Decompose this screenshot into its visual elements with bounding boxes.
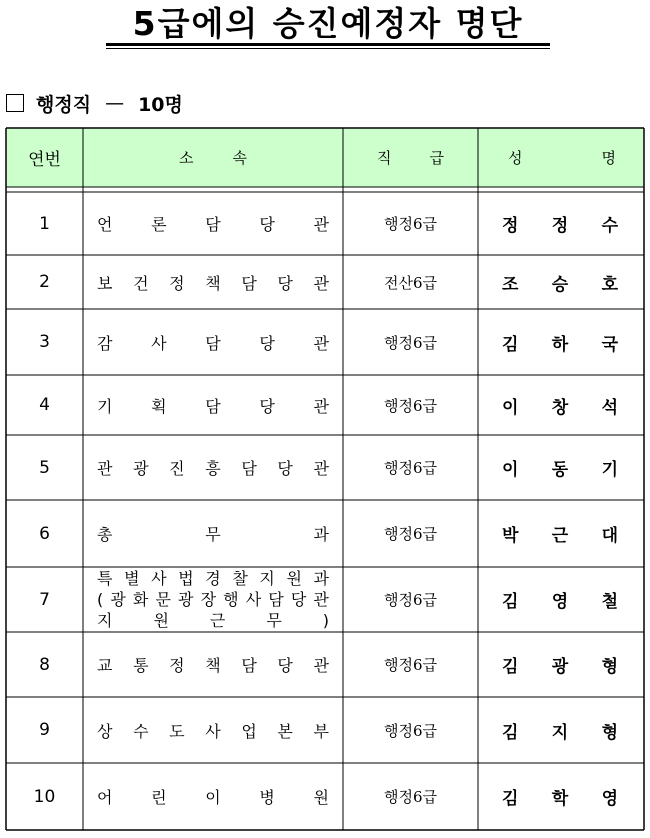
glyph: 기 <box>601 460 618 480</box>
glyph: 국 <box>601 334 618 355</box>
glyph: 사 <box>245 590 262 609</box>
department-line <box>97 719 329 742</box>
glyph: 창 <box>551 397 569 418</box>
glyph: 관 <box>313 656 329 675</box>
glyph: 지 <box>259 569 275 588</box>
glyph: 김 <box>502 722 519 743</box>
glyph: 원 <box>286 569 302 588</box>
glyph: 정 <box>551 216 569 236</box>
glyph: 행 <box>223 590 239 609</box>
row-name <box>478 192 644 255</box>
glyph: 정 <box>169 656 185 675</box>
glyph: 언 <box>97 215 113 234</box>
glyph: 관 <box>313 273 329 293</box>
glyph: 대 <box>601 526 618 546</box>
glyph: 이 <box>205 788 221 807</box>
glyph: 무 <box>266 611 282 630</box>
glyph: 형 <box>601 657 618 677</box>
row-rank: 행정6급 <box>383 396 437 415</box>
glyph: 수 <box>601 216 618 236</box>
glyph: 근 <box>551 526 569 546</box>
row-number: 7 <box>39 589 50 610</box>
row-department <box>83 763 343 830</box>
glyph: 경 <box>205 569 221 588</box>
glyph: 병 <box>259 788 275 807</box>
glyph: 관 <box>313 396 329 416</box>
row-rank: 행정6급 <box>383 591 437 609</box>
row-rank: 행정6급 <box>383 788 437 806</box>
glyph: 어 <box>97 788 113 807</box>
row-name <box>478 255 644 309</box>
glyph: 속 <box>232 149 247 167</box>
glyph: 관 <box>313 333 329 353</box>
glyph: 부 <box>313 721 329 741</box>
glyph: 명 <box>601 149 616 167</box>
row-name <box>478 632 644 697</box>
glyph: 원 <box>313 788 329 807</box>
row-number: 2 <box>39 272 50 292</box>
page-title: 5급에의 승진예정자 명단 <box>132 4 524 43</box>
glyph: 기 <box>97 396 113 416</box>
header-rank <box>343 128 478 187</box>
row-department <box>83 567 343 632</box>
header-rank-label <box>377 147 444 168</box>
glyph: 책 <box>205 656 221 675</box>
glyph: 화 <box>132 590 149 609</box>
name-text <box>502 652 618 677</box>
glyph: 획 <box>151 396 167 416</box>
row-name <box>478 309 644 375</box>
glyph: 린 <box>151 788 167 807</box>
glyph: 형 <box>601 722 618 743</box>
row-rank: 행정6급 <box>383 459 437 477</box>
row-name <box>478 697 644 763</box>
department-line <box>97 653 329 676</box>
row-department <box>83 632 343 697</box>
row-number: 4 <box>39 395 50 415</box>
glyph: 흥 <box>205 459 221 478</box>
glyph: 특 <box>97 569 113 588</box>
department-line <box>97 212 329 235</box>
glyph: 과 <box>313 569 329 588</box>
row-department <box>83 255 343 309</box>
glyph: 당 <box>259 333 275 353</box>
glyph: 김 <box>502 592 519 612</box>
row-name <box>478 375 644 435</box>
glyph: 담 <box>205 215 221 234</box>
name-text <box>502 330 618 355</box>
header-dept-label <box>179 147 247 168</box>
glyph: 조 <box>502 274 519 295</box>
glyph: 통 <box>133 656 149 675</box>
glyph: 보 <box>97 273 113 293</box>
department-line <box>97 456 329 479</box>
glyph: 론 <box>151 215 167 234</box>
row-rank: 행정6급 <box>383 721 437 740</box>
row-number: 3 <box>39 332 50 352</box>
glyph: 담 <box>205 396 221 416</box>
row-number: 10 <box>33 786 56 807</box>
glyph: 사 <box>205 721 221 741</box>
glyph: 호 <box>601 274 618 295</box>
header-no: 연번 <box>28 150 61 170</box>
row-department <box>83 435 343 500</box>
row-number: 5 <box>39 457 50 478</box>
header-name-label <box>508 147 616 168</box>
name-text <box>502 455 618 480</box>
glyph: 본 <box>277 721 293 741</box>
glyph: 담 <box>205 333 221 353</box>
glyph: 담 <box>241 273 257 293</box>
glyph: 광 <box>110 590 126 609</box>
row-department <box>83 192 343 255</box>
glyph: 김 <box>502 334 519 355</box>
name-text <box>502 521 618 546</box>
glyph: 철 <box>601 592 618 612</box>
glyph: 당 <box>277 273 293 293</box>
name-text <box>502 587 618 612</box>
glyph: 당 <box>259 215 275 234</box>
glyph: 정 <box>502 216 519 236</box>
glyph: 찰 <box>232 569 248 588</box>
section-count: 10명 <box>138 93 183 116</box>
glyph: 하 <box>551 334 569 355</box>
glyph: 김 <box>502 657 519 677</box>
name-text <box>502 718 618 743</box>
glyph: 관 <box>313 459 329 478</box>
glyph: 문 <box>155 590 171 609</box>
glyph: 당 <box>290 590 307 609</box>
glyph: 별 <box>124 569 140 588</box>
department-line <box>97 271 329 294</box>
department-line <box>97 610 329 631</box>
glyph: 건 <box>133 273 149 293</box>
glyph: 법 <box>178 569 194 588</box>
glyph: 진 <box>169 459 185 478</box>
glyph: 이 <box>502 397 519 418</box>
glyph: 사 <box>151 569 167 588</box>
row-number: 6 <box>39 523 50 544</box>
glyph: 영 <box>601 789 618 809</box>
header-name <box>478 128 644 187</box>
glyph: 당 <box>277 459 293 478</box>
glyph: 과 <box>313 525 329 544</box>
row-number: 8 <box>39 654 50 675</box>
department-line <box>97 331 329 354</box>
row-department <box>83 697 343 763</box>
glyph: 소 <box>179 149 194 167</box>
row-rank: 전산6급 <box>383 273 437 292</box>
row-department <box>83 309 343 375</box>
glyph: 관 <box>313 590 329 609</box>
glyph: 승 <box>551 274 569 295</box>
glyph: 지 <box>551 722 569 743</box>
glyph: ) <box>322 611 329 630</box>
glyph: 감 <box>97 333 113 353</box>
row-name <box>478 435 644 500</box>
row-number: 1 <box>39 213 50 234</box>
glyph: 김 <box>502 789 519 809</box>
glyph: 정 <box>169 273 185 293</box>
glyph: 직 <box>377 149 392 167</box>
department-line <box>97 568 329 589</box>
row-name <box>478 567 644 632</box>
glyph: 무 <box>205 525 221 544</box>
name-text <box>502 784 618 809</box>
glyph: 총 <box>97 525 113 544</box>
header-dept <box>83 128 343 187</box>
glyph: 담 <box>241 656 257 675</box>
glyph: 교 <box>97 656 113 675</box>
glyph: 지 <box>97 611 113 630</box>
row-rank: 행정6급 <box>383 525 437 543</box>
glyph: 관 <box>313 215 329 234</box>
glyph: 석 <box>601 397 618 418</box>
glyph: 장 <box>200 590 217 609</box>
glyph: 학 <box>551 789 569 809</box>
glyph: 책 <box>205 273 221 293</box>
glyph: 원 <box>153 611 169 630</box>
row-rank: 행정6급 <box>383 656 437 674</box>
section-dash: — <box>105 92 125 114</box>
department-line <box>97 589 329 610</box>
row-rank: 행정6급 <box>383 333 437 352</box>
glyph: 이 <box>502 460 519 480</box>
department-line <box>97 522 329 545</box>
glyph: 담 <box>268 590 284 609</box>
row-department <box>83 375 343 435</box>
row-department <box>83 500 343 567</box>
glyph: 도 <box>169 721 185 741</box>
section-label: 행정직 <box>36 93 92 116</box>
glyph: 담 <box>241 459 257 478</box>
glyph: 상 <box>97 721 113 741</box>
glyph: 관 <box>97 459 113 478</box>
glyph: 급 <box>429 149 444 167</box>
department-line <box>97 394 329 417</box>
glyph: 사 <box>151 333 167 353</box>
row-name <box>478 763 644 830</box>
glyph: 영 <box>551 592 569 612</box>
glyph: 박 <box>502 526 519 546</box>
glyph: 근 <box>209 611 226 630</box>
glyph: 동 <box>551 460 569 480</box>
name-text <box>502 270 618 295</box>
row-number: 9 <box>39 720 50 740</box>
glyph: ( <box>97 590 104 609</box>
glyph: 광 <box>133 459 149 478</box>
name-text <box>502 393 618 418</box>
glyph: 당 <box>259 396 275 416</box>
glyph: 수 <box>133 721 149 741</box>
glyph: 성 <box>508 149 523 167</box>
row-rank: 행정6급 <box>383 215 437 233</box>
glyph: 광 <box>178 590 194 609</box>
glyph: 당 <box>277 656 293 675</box>
name-text <box>502 211 618 236</box>
department-line <box>97 785 329 808</box>
glyph: 업 <box>241 721 257 741</box>
row-name <box>478 500 644 567</box>
glyph: 광 <box>551 657 569 677</box>
